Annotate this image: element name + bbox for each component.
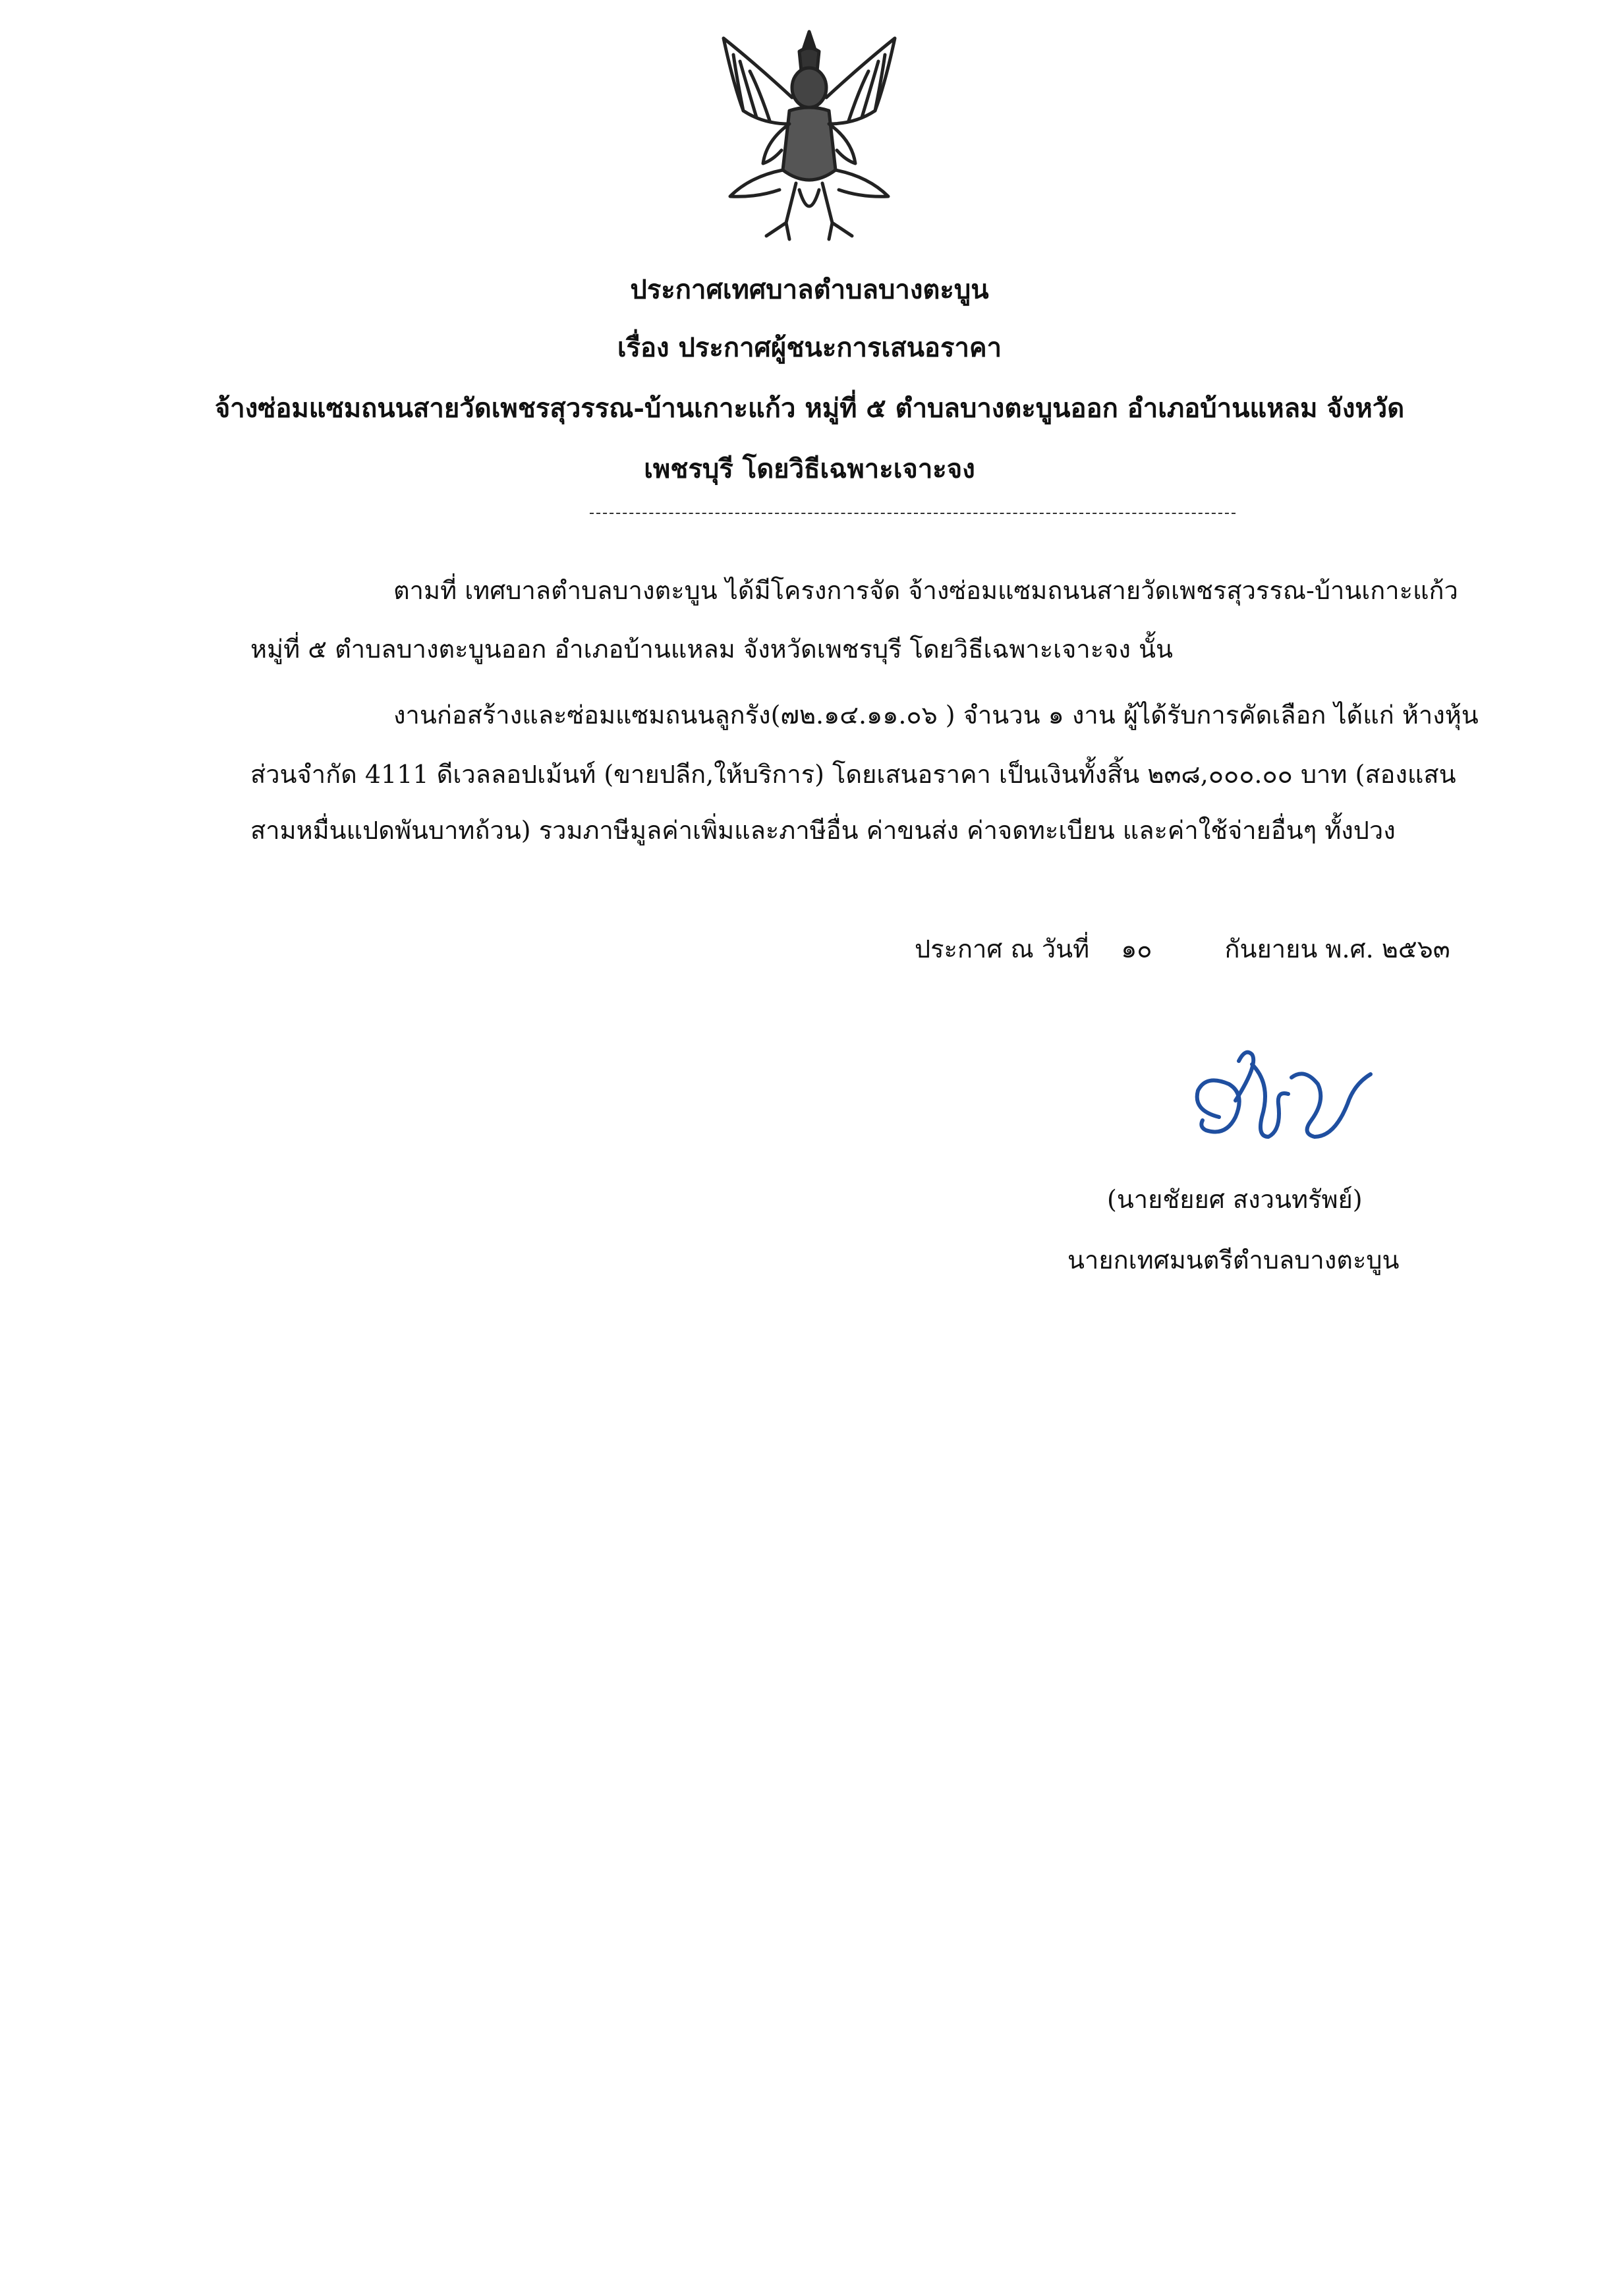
signer-name: (นายชัยยศ สงวนทรัพย์) [1107, 1185, 1363, 1214]
title-line-4: เพชรบุรี โดยวิธีเฉพาะเจาะจง [644, 453, 975, 484]
announcement-date [915, 929, 1450, 969]
garuda-emblem [704, 25, 915, 249]
title-line-1: ประกาศเทศบาลตำบลบางตะบูน [630, 274, 989, 305]
announcement-day: ๑๐ [1121, 934, 1152, 963]
paragraph-2-line-3: สามหมื่นแปดพันบาทถ้วน) รวมภาษีมูลค่าเพิ่มและภาษีอื่น ค่าขนส่ง ค่าจดทะเบียน และค่าใช้จ่ายอื่นๆ ทั้งปวง [250, 816, 1396, 845]
paragraph-1-line-2: หมู่ที่ ๕ ตำบลบางตะบูนออก อำเภอบ้านแหลม จังหวัดเพชรบุรี โดยวิธีเฉพาะเจาะจง นั้น [250, 635, 1173, 664]
signer-position: นายกเทศมนตรีตำบลบางตะบูน [1067, 1246, 1400, 1275]
signature-mark [1173, 1038, 1384, 1153]
paragraph-1-line-1: ตามที่ เทศบาลตำบลบางตะบูน ได้มีโครงการจัด จ้างซ่อมแซมถนนสายวัดเพชรสุวรรณ-บ้านเกาะแก้ว [393, 576, 1458, 605]
title-line-3: จ้างซ่อมแซมถนนสายวัดเพชรสุวรรณ-บ้านเกาะแก้ว หมู่ที่ ๕ ตำบลบางตะบูนออก อำเภอบ้านแหลม จังหวัด [214, 393, 1405, 424]
announcement-prefix: ประกาศ ณ วันที่ [915, 934, 1090, 963]
paragraph-2-line-2: ส่วนจำกัด 4111 ดีเวลลอปเม้นท์ (ขายปลีก,ให้บริการ) โดยเสนอราคา เป็นเงินทั้งสิ้น ๒๓๘,๐๐๐.๐๐ บาท (สองแสน [250, 760, 1456, 789]
separator-line [590, 513, 1236, 514]
announcement-month-year: กันยายน พ.ศ. ๒๕๖๓ [1224, 934, 1450, 963]
paragraph-2-line-1: งานก่อสร้างและซ่อมแซมถนนลูกรัง(๗๒.๑๔.๑๑.๐๖ ) จำนวน ๑ งาน ผู้ได้รับการคัดเลือก ได้แก่ ห้างหุ้น [393, 701, 1479, 730]
title-line-2: เรื่อง ประกาศผู้ชนะการเสนอราคา [617, 332, 1002, 363]
